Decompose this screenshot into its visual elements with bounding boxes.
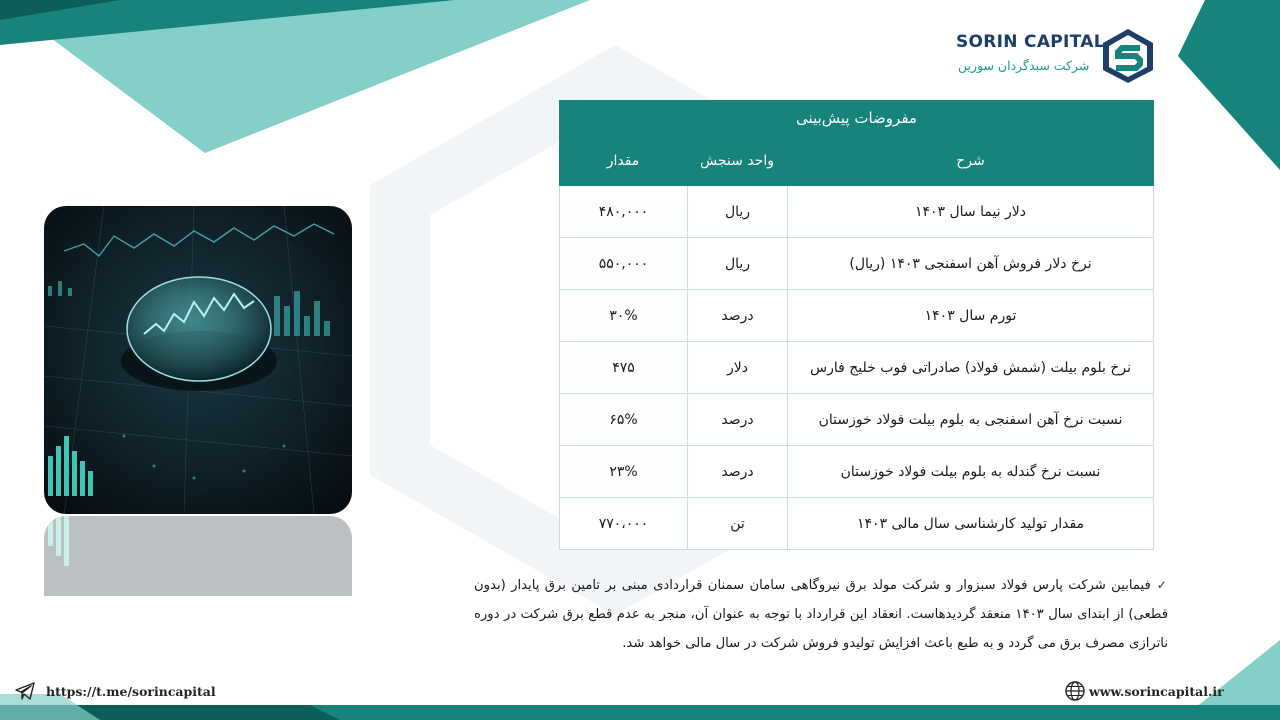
cell-amount: ۵۵۰,۰۰۰	[559, 238, 687, 290]
cell-amount: ۳۰%	[559, 290, 687, 342]
globe-icon[interactable]	[1064, 680, 1086, 702]
check-icon: ✓	[1156, 578, 1168, 592]
table-row	[559, 238, 1154, 290]
cell-amount: ۶۵%	[559, 394, 687, 446]
finance-illustration	[44, 206, 352, 514]
cell-desc: دلار نیما سال ۱۴۰۳	[787, 186, 1154, 238]
table-row	[559, 290, 1154, 342]
cell-desc: نرخ دلار فروش آهن اسفنجی ۱۴۰۳ (ریال)	[787, 238, 1154, 290]
cell-unit: ریال	[687, 186, 787, 238]
cell-unit: درصد	[687, 394, 787, 446]
note-text: فیمابین شرکت پارس فولاد سبزوار و شرکت مولد برق نیروگاهی سامان سمنان قراردادی مبنی بر تامین برق پایدار (بدون قطعی) از ابتدای سال ۱۴۰۳ منعقد گردیدهاست. انعقاد این قرارداد با توجه به عنوان آن، منجر به عدم قطع برق شرکت در دوره ناترازی مصرف برق می گردد و به طبع باعث افزایش تولیدو فروش شرکت در سال مالی خواهد شد.	[474, 578, 1168, 651]
cell-amount: ۲۳%	[559, 446, 687, 498]
brand-logo	[950, 26, 1160, 86]
header-amount: مقدار	[606, 153, 640, 169]
note-paragraph	[474, 571, 1168, 658]
cell-unit: ریال	[687, 238, 787, 290]
cell-unit: تن	[687, 498, 787, 550]
brand-name: SORIN CAPITAL	[956, 32, 1105, 52]
website-link[interactable]: www.sorincapital.ir	[1089, 684, 1224, 699]
table-row	[559, 394, 1154, 446]
table-row	[559, 498, 1154, 550]
header-unit: واحد سنجش	[700, 153, 774, 169]
cell-desc: نرخ بلوم بیلت (شمش فولاد) صادراتی فوب خلیج فارس	[787, 342, 1154, 394]
table-header	[559, 136, 1154, 186]
table-title: مفروضات پیش‌بینی	[559, 100, 1154, 136]
table-row	[559, 342, 1154, 394]
cell-unit: دلار	[687, 342, 787, 394]
table-row	[559, 186, 1154, 238]
brand-subtitle: شرکت سبدگردان سورین	[958, 58, 1090, 73]
sorin-logo-mark-icon	[1102, 28, 1154, 84]
cell-unit: درصد	[687, 446, 787, 498]
cell-desc: نسبت نرخ گندله به بلوم بیلت فولاد خوزستان	[787, 446, 1154, 498]
table-row	[559, 446, 1154, 498]
cell-amount: ۴۷۵	[559, 342, 687, 394]
header-desc: شرح	[956, 153, 985, 169]
cell-amount: ۷۷۰،۰۰۰	[559, 498, 687, 550]
telegram-icon[interactable]	[14, 680, 36, 702]
cell-desc: نسبت نرخ آهن اسفنجی به بلوم بیلت فولاد خوزستان	[787, 394, 1154, 446]
cell-unit: درصد	[687, 290, 787, 342]
assumptions-table	[559, 100, 1154, 550]
cell-desc: تورم سال ۱۴۰۳	[787, 290, 1154, 342]
finance-illustration-reflection	[44, 516, 352, 596]
cell-amount: ۴۸۰,۰۰۰	[559, 186, 687, 238]
cell-desc: مقدار تولید کارشناسی سال مالی ۱۴۰۳	[787, 498, 1154, 550]
telegram-link[interactable]: https://t.me/sorincapital	[46, 684, 216, 699]
